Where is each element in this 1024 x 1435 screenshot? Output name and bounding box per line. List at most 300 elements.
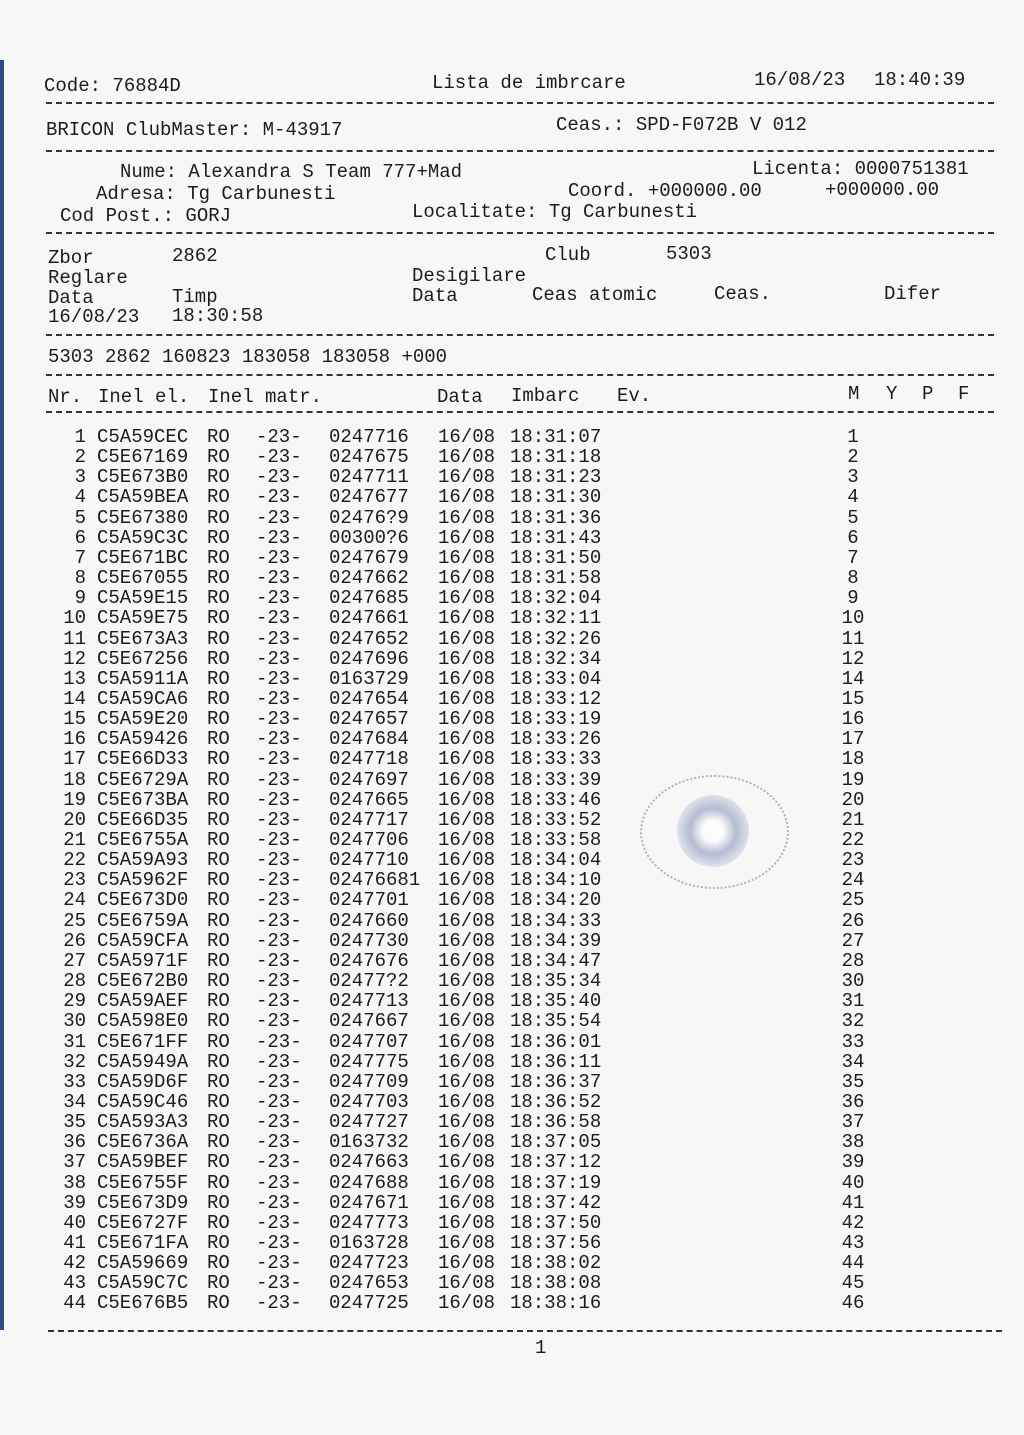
rank-m: 1 — [847, 426, 859, 448]
ring-country: RO — [207, 446, 230, 469]
ring-number: 0163732 — [329, 1131, 409, 1154]
ring-year: -23- — [256, 708, 302, 731]
row-nr: 40 — [63, 1211, 86, 1234]
row-nr: 4 — [74, 486, 86, 509]
ring-country: RO — [207, 1191, 230, 1214]
arrival-date: 16/08 — [438, 647, 496, 670]
arrival-date: 16/08 — [438, 687, 496, 710]
col-m: M — [848, 383, 860, 405]
rank-m: 23 — [841, 849, 865, 872]
club-label: Club — [545, 244, 591, 266]
ring-country: RO — [207, 587, 230, 610]
arrival-time: 18:31:18 — [510, 446, 602, 469]
table-row — [0, 1072, 1024, 1092]
club-stamp — [640, 775, 789, 889]
arrival-date: 16/08 — [438, 929, 496, 952]
col-p: P — [922, 383, 934, 405]
ring-electronic: C5E673A3 — [97, 627, 189, 650]
ring-number: 0247684 — [329, 728, 409, 751]
ring-year: -23- — [256, 889, 302, 912]
rank-m: 41 — [841, 1191, 865, 1214]
rank-m: 22 — [841, 829, 865, 851]
arrival-date: 16/08 — [438, 788, 496, 811]
ring-electronic: C5A59BEF — [97, 1151, 189, 1174]
table-row — [0, 447, 1024, 467]
arrival-time: 18:33:58 — [510, 829, 602, 851]
arrival-date: 16/08 — [438, 869, 496, 892]
arrival-time: 18:37:42 — [510, 1191, 602, 1214]
row-nr: 19 — [63, 788, 86, 811]
ring-electronic: C5E673BA — [97, 788, 189, 811]
data-label: Data — [48, 287, 94, 309]
arrival-date: 16/08 — [438, 667, 496, 690]
ring-year: -23- — [256, 1232, 302, 1254]
ring-electronic: C5A59A93 — [97, 849, 189, 872]
arrival-time: 18:34:20 — [510, 889, 602, 912]
ring-year: -23- — [256, 970, 302, 993]
table-row — [0, 629, 1024, 649]
ring-electronic: C5E66D33 — [97, 748, 189, 771]
ring-country: RO — [207, 949, 230, 972]
table-row — [0, 749, 1024, 769]
rank-m: 18 — [841, 748, 865, 771]
rank-m: 16 — [841, 708, 865, 731]
table-row — [0, 1273, 1024, 1293]
owner-coord: Coord. +000000.00 — [568, 180, 762, 202]
ring-number: 0247653 — [329, 1272, 409, 1295]
ring-number: 02477?2 — [329, 970, 409, 993]
arrival-date: 16/08 — [438, 1211, 496, 1234]
arrival-date: 16/08 — [438, 1010, 496, 1033]
ring-year: -23- — [256, 687, 302, 710]
row-nr: 31 — [63, 1030, 86, 1053]
ring-number: 0163728 — [329, 1232, 409, 1254]
ring-year: -23- — [256, 788, 302, 811]
arrival-time: 18:33:12 — [510, 687, 602, 710]
ring-electronic: C5E67169 — [97, 446, 189, 469]
rank-m: 11 — [841, 627, 865, 650]
table-row — [0, 1052, 1024, 1072]
ring-electronic: C5E6755A — [97, 829, 189, 851]
ring-electronic: C5E671FF — [97, 1030, 189, 1053]
divider — [46, 411, 994, 413]
rank-m: 4 — [847, 486, 859, 509]
row-nr: 42 — [63, 1252, 86, 1275]
arrival-time: 18:37:19 — [510, 1171, 602, 1194]
ring-country: RO — [207, 1070, 230, 1093]
arrival-date: 16/08 — [438, 708, 496, 731]
row-nr: 12 — [63, 647, 86, 670]
row-nr: 38 — [63, 1171, 86, 1194]
arrival-time: 18:31:07 — [510, 426, 602, 448]
arrival-date: 16/08 — [438, 889, 496, 912]
row-nr: 26 — [63, 929, 86, 952]
clock-info: Ceas.: SPD-F072B V 012 — [556, 114, 807, 136]
table-row — [0, 991, 1024, 1011]
arrival-time: 18:37:05 — [510, 1131, 602, 1154]
ring-number: 0247717 — [329, 808, 409, 831]
ring-year: -23- — [256, 567, 302, 590]
arrival-time: 18:34:39 — [510, 929, 602, 952]
arrival-date: 16/08 — [438, 1232, 496, 1254]
table-row — [0, 870, 1024, 890]
ring-year: -23- — [256, 1252, 302, 1275]
ring-year: -23- — [256, 1211, 302, 1234]
rank-m: 2 — [847, 446, 859, 469]
ring-number: 0247679 — [329, 546, 409, 569]
ring-year: -23- — [256, 546, 302, 569]
arrival-time: 18:32:26 — [510, 627, 602, 650]
ring-electronic: C5A5971F — [97, 949, 189, 972]
ring-number: 0247652 — [329, 627, 409, 650]
arrival-time: 18:33:33 — [510, 748, 602, 771]
ring-electronic: C5E6727F — [97, 1211, 189, 1234]
ring-electronic: C5E67380 — [97, 506, 189, 529]
ring-electronic: C5E673D9 — [97, 1191, 189, 1214]
row-nr: 9 — [74, 587, 86, 610]
ring-country: RO — [207, 546, 230, 569]
table-row — [0, 1173, 1024, 1193]
arrival-time: 18:37:50 — [510, 1211, 602, 1234]
ring-country: RO — [207, 506, 230, 529]
arrival-date: 16/08 — [438, 466, 496, 489]
arrival-time: 18:35:40 — [510, 990, 602, 1013]
desigilare-label: Desigilare — [412, 265, 527, 287]
ring-country: RO — [207, 1272, 230, 1295]
row-nr: 34 — [63, 1090, 86, 1113]
row-nr: 20 — [63, 808, 86, 831]
ring-number: 0247773 — [329, 1211, 409, 1234]
table-row — [0, 1213, 1024, 1233]
rank-m: 37 — [841, 1111, 865, 1134]
ring-country: RO — [207, 728, 230, 751]
table-row — [0, 1233, 1024, 1253]
ring-year: -23- — [256, 667, 302, 690]
table-row — [0, 729, 1024, 749]
arrival-time: 18:33:52 — [510, 808, 602, 831]
row-nr: 2 — [74, 446, 86, 469]
data2-label: Data — [412, 285, 458, 307]
ring-year: -23- — [256, 1070, 302, 1093]
arrival-date: 16/08 — [438, 748, 496, 771]
ring-number: 0247677 — [329, 486, 409, 509]
ring-number: 00300?6 — [329, 526, 409, 549]
ring-number: 0247718 — [329, 748, 409, 771]
ring-year: -23- — [256, 768, 302, 791]
rank-m: 6 — [847, 526, 859, 549]
row-nr: 7 — [74, 546, 86, 569]
ring-country: RO — [207, 647, 230, 670]
row-nr: 29 — [63, 990, 86, 1013]
arrival-time: 18:35:54 — [510, 1010, 602, 1033]
ring-number: 0247707 — [329, 1030, 409, 1053]
ring-number: 0247657 — [329, 708, 409, 731]
arrival-time: 18:31:58 — [510, 567, 602, 590]
rank-m: 43 — [841, 1232, 865, 1254]
table-row — [0, 689, 1024, 709]
row-nr: 43 — [63, 1272, 86, 1295]
timp-label: Timp — [172, 286, 218, 308]
code-line: 5303 2862 160823 183058 183058 +000 — [48, 346, 448, 368]
ring-electronic: C5E673B0 — [97, 466, 189, 489]
rank-m: 19 — [841, 768, 865, 791]
arrival-date: 16/08 — [438, 486, 496, 509]
ring-number: 0247709 — [329, 1070, 409, 1093]
rank-m: 35 — [841, 1070, 865, 1093]
ring-number: 0247696 — [329, 647, 409, 670]
ring-number: 0247665 — [329, 788, 409, 811]
arrival-date: 16/08 — [438, 1030, 496, 1053]
ring-electronic: C5A59D6F — [97, 1070, 189, 1093]
row-nr: 39 — [63, 1191, 86, 1214]
owner-license: Licenta: 0000751381 — [752, 158, 969, 180]
ring-number: 0247730 — [329, 929, 409, 952]
ring-electronic: C5A59BEA — [97, 486, 189, 509]
row-nr: 44 — [63, 1292, 86, 1315]
arrival-date: 16/08 — [438, 849, 496, 872]
arrival-date: 16/08 — [438, 546, 496, 569]
table-row — [0, 528, 1024, 548]
arrival-time: 18:35:34 — [510, 970, 602, 993]
ring-electronic: C5A59C3C — [97, 526, 189, 549]
arrival-date: 16/08 — [438, 909, 496, 932]
owner-locality: Localitate: Tg Carbunesti — [412, 201, 698, 223]
arrival-date: 16/08 — [438, 607, 496, 630]
difer-label: Difer — [884, 283, 942, 305]
row-nr: 35 — [63, 1111, 86, 1134]
row-nr: 11 — [63, 627, 86, 650]
table-row — [0, 931, 1024, 951]
ring-country: RO — [207, 808, 230, 831]
doc-code: Code: 76884D — [44, 75, 181, 97]
ring-year: -23- — [256, 1171, 302, 1194]
rank-m: 27 — [841, 929, 865, 952]
arrival-date: 16/08 — [438, 1191, 496, 1214]
ring-year: -23- — [256, 526, 302, 549]
arrival-time: 18:36:52 — [510, 1090, 602, 1113]
arrival-time: 18:31:30 — [510, 486, 602, 509]
arrival-time: 18:31:36 — [510, 506, 602, 529]
table-row — [0, 911, 1024, 931]
col-ev: Ev. — [617, 385, 652, 407]
arrival-date: 16/08 — [438, 768, 496, 791]
row-nr: 16 — [63, 728, 86, 751]
ring-year: -23- — [256, 849, 302, 872]
arrival-date: 16/08 — [438, 567, 496, 590]
ring-country: RO — [207, 990, 230, 1013]
page-number: 1 — [535, 1337, 547, 1359]
row-nr: 24 — [63, 889, 86, 912]
ring-year: -23- — [256, 909, 302, 932]
ring-country: RO — [207, 466, 230, 489]
ring-country: RO — [207, 667, 230, 690]
ring-number: 0247727 — [329, 1111, 409, 1134]
divider — [46, 374, 994, 376]
ring-electronic: C5A59E15 — [97, 587, 189, 610]
ring-year: -23- — [256, 426, 302, 448]
arrival-date: 16/08 — [438, 1111, 496, 1134]
row-nr: 22 — [63, 849, 86, 872]
rank-m: 38 — [841, 1131, 865, 1154]
rank-m: 14 — [841, 667, 865, 690]
ring-electronic: C5E671BC — [97, 546, 189, 569]
ring-number: 0247688 — [329, 1171, 409, 1194]
arrival-time: 18:34:04 — [510, 849, 602, 872]
ring-electronic: C5A59E75 — [97, 607, 189, 630]
ring-electronic: C5A59CEC — [97, 426, 189, 448]
table-row — [0, 1152, 1024, 1172]
print-time: 18:40:39 — [874, 69, 966, 91]
ring-country: RO — [207, 1111, 230, 1134]
ring-number: 0247676 — [329, 949, 409, 972]
arrival-date: 16/08 — [438, 829, 496, 851]
ring-country: RO — [207, 748, 230, 771]
ring-electronic: C5E6755F — [97, 1171, 189, 1194]
ring-electronic: C5A5949A — [97, 1050, 189, 1073]
table-row — [0, 1132, 1024, 1152]
rank-m: 10 — [841, 607, 865, 630]
ring-number: 0247660 — [329, 909, 409, 932]
table-row — [0, 770, 1024, 790]
ring-electronic: C5E673D0 — [97, 889, 189, 912]
arrival-date: 16/08 — [438, 990, 496, 1013]
rank-m: 31 — [841, 990, 865, 1013]
arrival-date: 16/08 — [438, 1272, 496, 1295]
ring-number: 02476?9 — [329, 506, 409, 529]
col-inel: Inel el. — [98, 386, 190, 408]
arrival-time: 18:32:11 — [510, 607, 602, 630]
rank-m: 32 — [841, 1010, 865, 1033]
ring-number: 0247697 — [329, 768, 409, 791]
ring-country: RO — [207, 788, 230, 811]
rank-m: 24 — [841, 869, 865, 892]
table-row — [0, 1112, 1024, 1132]
doc-title: Lista de imbrcare — [432, 72, 626, 94]
ring-electronic: C5E676B5 — [97, 1292, 189, 1315]
ring-country: RO — [207, 627, 230, 650]
ring-year: -23- — [256, 1090, 302, 1113]
ring-electronic: C5A59E20 — [97, 708, 189, 731]
ring-number: 0247667 — [329, 1010, 409, 1033]
zbor-label: Zbor — [48, 247, 94, 269]
arrival-time: 18:38:02 — [510, 1252, 602, 1275]
ring-country: RO — [207, 1211, 230, 1234]
ring-electronic: C5A59426 — [97, 728, 189, 751]
row-nr: 17 — [63, 748, 86, 771]
ring-country: RO — [207, 829, 230, 851]
row-nr: 1 — [74, 426, 86, 448]
rank-m: 45 — [841, 1272, 865, 1295]
table-row — [0, 1293, 1024, 1313]
ring-electronic: C5A59CFA — [97, 929, 189, 952]
col-imbarc: Imbarc — [511, 385, 580, 407]
ring-year: -23- — [256, 728, 302, 751]
ring-country: RO — [207, 909, 230, 932]
ring-year: -23- — [256, 506, 302, 529]
rank-m: 26 — [841, 909, 865, 932]
ring-year: -23- — [256, 607, 302, 630]
ring-electronic: C5A593A3 — [97, 1111, 189, 1134]
ring-country: RO — [207, 1252, 230, 1275]
ring-country: RO — [207, 1050, 230, 1073]
table-row — [0, 971, 1024, 991]
ring-number: 0247716 — [329, 426, 409, 448]
ring-number: 0247654 — [329, 687, 409, 710]
ring-electronic: C5E67055 — [97, 567, 189, 590]
arrival-date: 16/08 — [438, 808, 496, 831]
table-row — [0, 1092, 1024, 1112]
table-row — [0, 568, 1024, 588]
arrival-time: 18:31:50 — [510, 546, 602, 569]
ring-country: RO — [207, 1171, 230, 1194]
ring-country: RO — [207, 526, 230, 549]
ring-year: -23- — [256, 587, 302, 610]
arrival-time: 18:33:46 — [510, 788, 602, 811]
rank-m: 15 — [841, 687, 865, 710]
rank-m: 7 — [847, 546, 859, 569]
arrival-time: 18:36:37 — [510, 1070, 602, 1093]
rank-m: 9 — [847, 587, 859, 610]
ring-year: -23- — [256, 748, 302, 771]
ring-country: RO — [207, 567, 230, 590]
arrival-date: 16/08 — [438, 970, 496, 993]
ring-country: RO — [207, 486, 230, 509]
ring-year: -23- — [256, 1111, 302, 1134]
arrival-date: 16/08 — [438, 587, 496, 610]
ring-country: RO — [207, 849, 230, 872]
ring-year: -23- — [256, 486, 302, 509]
reglare-time: 18:30:58 — [172, 305, 264, 327]
table-row — [0, 1032, 1024, 1052]
arrival-time: 18:31:43 — [510, 526, 602, 549]
ring-country: RO — [207, 1232, 230, 1254]
arrival-date: 16/08 — [438, 446, 496, 469]
arrival-time: 18:34:47 — [510, 949, 602, 972]
row-nr: 32 — [63, 1050, 86, 1073]
table-row — [0, 810, 1024, 830]
row-nr: 36 — [63, 1131, 86, 1154]
arrival-date: 16/08 — [438, 1090, 496, 1113]
reglare-date: 16/08/23 — [48, 306, 140, 328]
ring-number: 0247711 — [329, 466, 409, 489]
arrival-time: 18:38:08 — [510, 1272, 602, 1295]
arrival-time: 18:33:19 — [510, 708, 602, 731]
ring-electronic: C5A59669 — [97, 1252, 189, 1275]
arrival-time: 18:38:16 — [510, 1292, 602, 1315]
arrival-time: 18:31:23 — [510, 466, 602, 489]
ring-year: -23- — [256, 1030, 302, 1053]
arrival-date: 16/08 — [438, 526, 496, 549]
ring-electronic: C5E6759A — [97, 909, 189, 932]
table-row — [0, 890, 1024, 910]
reglare-label: Reglare — [48, 267, 128, 289]
table-row — [0, 487, 1024, 507]
row-nr: 10 — [63, 607, 86, 630]
ring-number: 0247701 — [329, 889, 409, 912]
rank-m: 28 — [841, 949, 865, 972]
rank-m: 30 — [841, 970, 865, 993]
ring-country: RO — [207, 889, 230, 912]
ring-year: -23- — [256, 1050, 302, 1073]
ring-year: -23- — [256, 869, 302, 892]
ring-year: -23- — [256, 1010, 302, 1033]
ring-number: 0247663 — [329, 1151, 409, 1174]
table-row — [0, 548, 1024, 568]
ring-number: 0247703 — [329, 1090, 409, 1113]
arrival-time: 18:34:33 — [510, 909, 602, 932]
row-nr: 5 — [74, 506, 86, 529]
ring-year: -23- — [256, 1292, 302, 1315]
